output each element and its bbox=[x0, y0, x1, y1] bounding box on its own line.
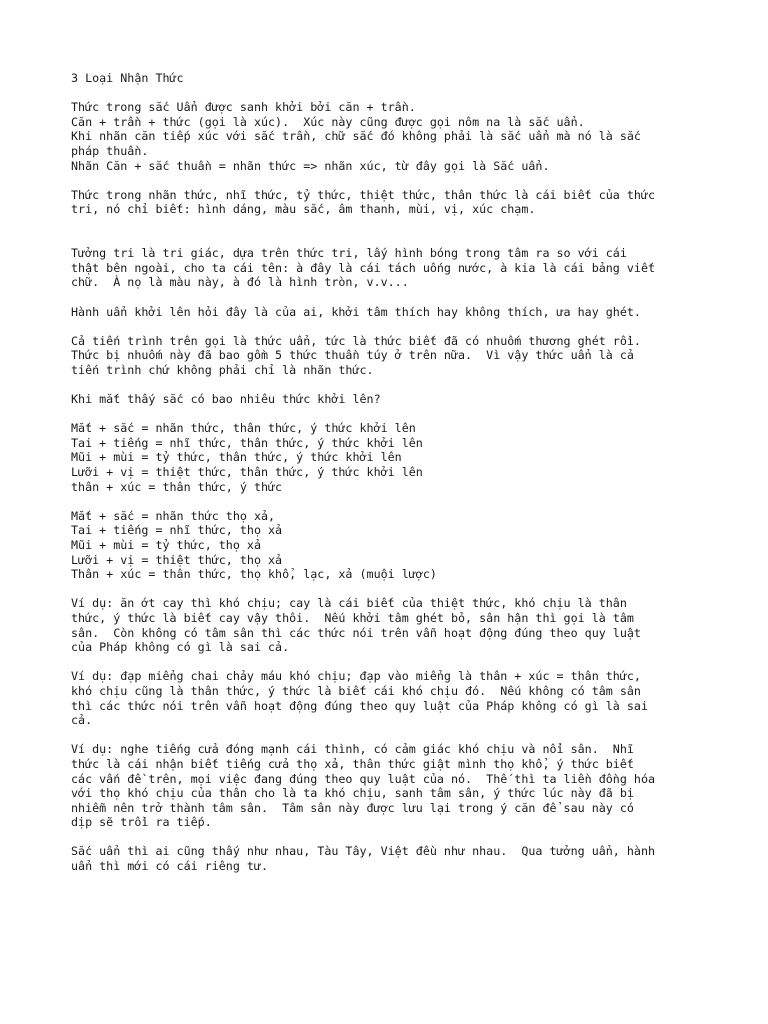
paragraph bbox=[71, 188, 711, 217]
text-line: Tai + tiếng = nhĩ thức, thọ xả bbox=[71, 523, 283, 538]
paragraph bbox=[71, 334, 711, 378]
text-line: Thân + xúc = thân thức, thọ khổ, lạc, xả (muội lược) bbox=[71, 567, 437, 582]
text-line: Khi nhãn căn tiếp xúc với sắc trần, chữ sắc đó không phải là sắc uẩn mà nó là sắc bbox=[71, 129, 641, 144]
text-line: Mắt + sắc = nhãn thức, thân thức, ý thức khởi lên bbox=[71, 421, 416, 436]
text-line: tiến trình chứ không phải chỉ là nhãn thức. bbox=[71, 362, 374, 377]
text-line: các vấn đề trên, mọi việc đang đúng theo quy luật của nó. Thế thì ta liền đồng hóa bbox=[71, 771, 656, 786]
text-line: thì các thức nói trên vẫn hoạt động đúng theo quy luật của Pháp không có gì là sai bbox=[71, 698, 648, 713]
document-title: 3 Loại Nhận Thức bbox=[71, 71, 184, 85]
paragraph bbox=[71, 844, 711, 873]
blank-line bbox=[71, 232, 711, 247]
text-line: của Pháp không có gì là sai cả. bbox=[71, 640, 290, 655]
text-line: Ví dụ: nghe tiếng cửa đóng mạnh cái thình, có cảm giác khó chịu và nổi sân. Nhĩ bbox=[71, 742, 634, 757]
text-line: Tưởng tri là tri giác, dựa trên thức tri, lấy hình bóng trong tâm ra so với cái bbox=[71, 246, 627, 261]
text-line: Thức trong sắc Uẩn được sanh khởi bởi căn + trần. bbox=[71, 100, 416, 115]
text-line: Tai + tiếng = nhĩ thức, thân thức, ý thức khởi lên bbox=[71, 435, 423, 450]
text-line: Mũi + mùi = tỷ thức, thọ xả bbox=[71, 538, 261, 552]
text-line: Ví dụ: ăn ớt cay thì khó chịu; cay là cái biết của thiệt thức, khó chịu là thân bbox=[71, 596, 627, 611]
text-line: với thọ khó chịu của thân cho là ta khó chịu, sanh tâm sân, ý thức lúc này đã bị bbox=[71, 786, 634, 801]
paragraph bbox=[71, 421, 711, 494]
text-line: chữ. À nọ là màu này, à đó là hình tròn, v.v... bbox=[71, 275, 409, 290]
text-line: Mắt + sắc = nhãn thức thọ xả, bbox=[71, 508, 276, 523]
text-line: tri, nó chỉ biết: hình dáng, màu sắc, âm thanh, mùi, vị, xúc chạm. bbox=[71, 202, 536, 217]
document-body bbox=[71, 100, 711, 873]
paragraph bbox=[71, 246, 711, 290]
text-line: sân. Còn không có tâm sân thì các thức nói trên vẫn hoạt động đúng theo quy luật bbox=[71, 625, 641, 640]
document-page bbox=[71, 71, 711, 888]
text-line: pháp thuần. bbox=[71, 143, 149, 158]
text-line: dịp sẽ trồi ra tiếp. bbox=[71, 815, 212, 830]
paragraph bbox=[71, 509, 711, 582]
text-line: Lưỡi + vị = thiệt thức, thân thức, ý thức khởi lên bbox=[71, 465, 423, 480]
text-line: cả. bbox=[71, 713, 93, 728]
text-line: Ví dụ: đạp miểng chai chảy máu khó chịu; đạp vào miểng là thân + xúc = thân thức, bbox=[71, 669, 641, 684]
text-line: Mũi + mùi = tỷ thức, thân thức, ý thức khởi lên bbox=[71, 450, 402, 465]
paragraph bbox=[71, 392, 711, 407]
text-line: Cả tiến trình trên gọi là thức uẩn, tức là thức biết đã có nhuốm thương ghét rồi. bbox=[71, 333, 641, 348]
text-line: khó chịu cũng là thân thức, ý thức là biết cái khó chịu đó. Nếu không có tâm sân bbox=[71, 683, 641, 698]
text-line: nhiễm nên trở thành tâm sân. Tâm sân này được lưu lại trong ý căn để sau này có bbox=[71, 800, 634, 815]
text-line: thật bên ngoài, cho ta cái tên: à đây là cái tách uống nước, à kia là cái bảng viết bbox=[71, 260, 656, 275]
text-line: Sắc uẩn thì ai cũng thấy như nhau, Tàu Tây, Việt đều như nhau. Qua tưởng uẩn, hành bbox=[71, 844, 656, 859]
paragraph bbox=[71, 596, 711, 654]
text-line: uẩn thì mới có cái riêng tư. bbox=[71, 859, 269, 874]
text-line: thức là cái nhận biết tiếng cửa thọ xả, thân thức giật mình thọ khổ, ý thức biết bbox=[71, 756, 634, 771]
text-line: Thức trong nhãn thức, nhĩ thức, tỷ thức, thiệt thức, thân thức là cái biết của thức bbox=[71, 187, 656, 202]
text-line: Thức bị nhuốm này đã bao gồm 5 thức thuần túy ở trên nữa. Vì vậy thức uẩn là cả bbox=[71, 348, 634, 363]
paragraph bbox=[71, 305, 711, 320]
text-line: Lưỡi + vị = thiệt thức, thọ xả bbox=[71, 552, 283, 567]
text-line: Khi mắt thấy sắc có bao nhiêu thức khởi lên? bbox=[71, 392, 381, 407]
paragraph bbox=[71, 742, 711, 830]
text-line: Hành uẩn khởi lên hỏi đây là của ai, khởi tâm thích hay không thích, ưa hay ghét. bbox=[71, 304, 641, 319]
paragraph bbox=[71, 100, 711, 173]
text-line: Nhãn Căn + sắc thuần = nhãn thức => nhãn xúc, từ đây gọi là Sắc uẩn. bbox=[71, 158, 550, 173]
paragraph bbox=[71, 669, 711, 727]
text-line: Căn + trần + thức (gọi là xúc). Xúc này cũng được gọi nôm na là sắc uẩn. bbox=[71, 114, 585, 129]
text-line: thức, ý thức là biết cay vậy thôi. Nếu khởi tâm ghét bỏ, sân hận thì gọi là tâm bbox=[71, 610, 634, 625]
text-line: thân + xúc = thân thức, ý thức bbox=[71, 479, 283, 494]
